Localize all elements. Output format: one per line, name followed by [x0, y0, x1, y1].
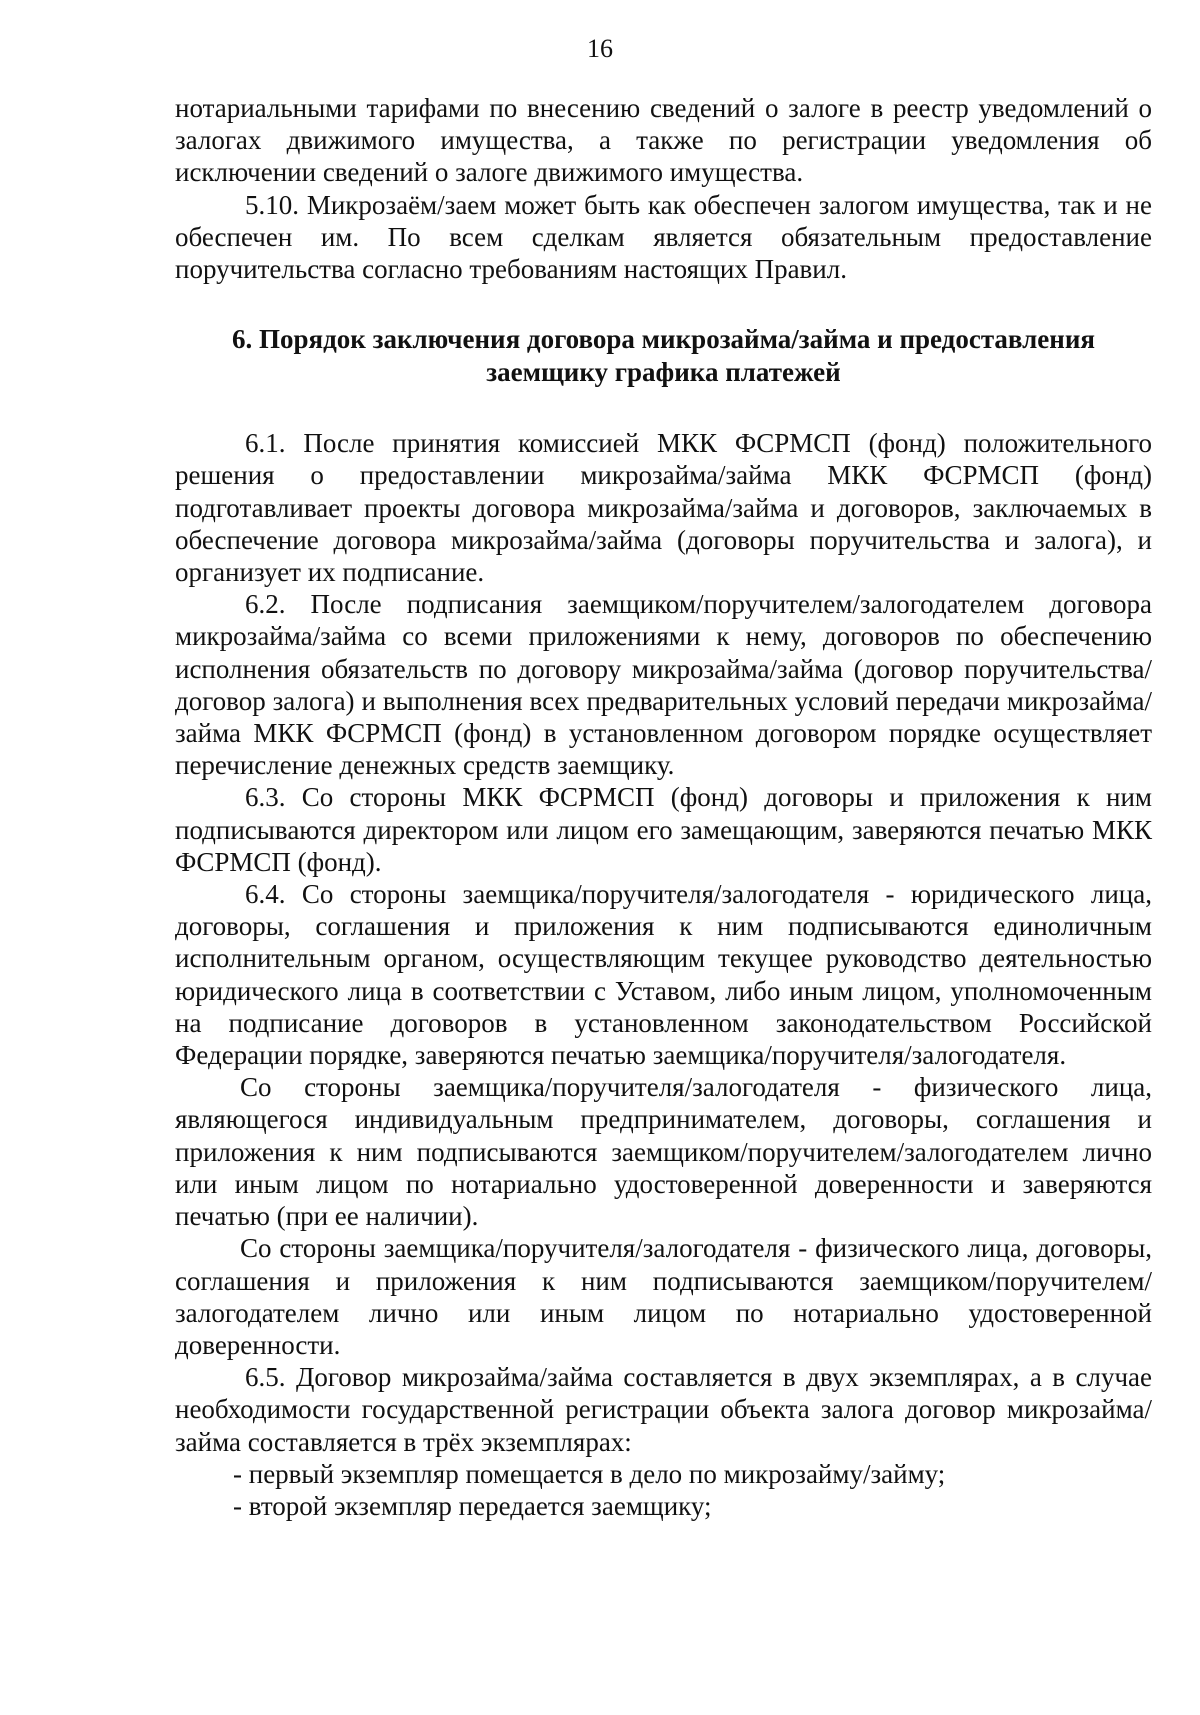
paragraph-5-10: 5.10. Микрозаём/заем может быть как обеспечен залогом имущества, так и не обеспечен им. По всем сделкам является обязательным предоставление поручительства согласно требованиям настоящих Правил.: [175, 189, 1152, 285]
section-heading: 6. Порядок заключения договора микрозайма/займа и предоставления заемщику графика платежей: [232, 324, 1095, 388]
page-number: 16: [587, 34, 613, 63]
document-body: [175, 92, 1152, 1522]
paragraph-6-3: 6.3. Со стороны МКК ФСРМСП (фонд) договоры и приложения к ним подписываются директором или лицом его замещающим, заверяются печатью МКК ФСРМСП (фонд).: [175, 782, 1152, 877]
paragraph-6-5: 6.5. Договор микрозайма/займа составляется в двух экземплярах, а в случае необходимости государственной регистрации объекта залога договор микрозайма/займа составляется в трёх экземплярах:: [175, 1362, 1152, 1457]
list-item: - второй экземпляр передается заемщику;: [233, 1490, 712, 1521]
paragraph-6-4: 6.4. Со стороны заемщика/поручителя/залогодателя - юридического лица, договоры, соглашения и приложения к ним подписываются единоличным исполнительным органом, осуществляющим текущее руководство деятельностью юридического лица в соответствии с Уставом, либо иным лицом, уполномоченным на подписание договоров в установленном законодательством Российской Федерации порядке, заверяются печатью заемщика/поручителя/залогодателя.: [175, 879, 1152, 1071]
list-item: - первый экземпляр помещается в дело по микрозайму/займу;: [233, 1458, 946, 1489]
paragraph-6-4-individual-entrepreneur: Со стороны заемщика/поручителя/залогодателя - физического лица, являющегося индивидуальным предпринимателем, договоры, соглашения и приложения к ним подписываются заемщиком/поручителем/залогодателем лично или иным лицом по нотариально удостоверенной доверенности и заверяются печатью (при ее наличии).: [175, 1072, 1152, 1232]
paragraph-continuation: нотариальными тарифами по внесению сведений о залоге в реестр уведомлений о залогах движимого имущества, а также по регистрации уведомления об исключении сведений о залоге движимого имущества.: [175, 93, 1152, 188]
paragraph-6-1: 6.1. После принятия комиссией МКК ФСРМСП (фонд) положительного решения о предоставлении микрозайма/займа МКК ФСРМСП (фонд) подготавливает проекты договора микрозайма/займа и договоров, заключаемых в обеспечение договора микрозайма/займа (договоры поручительства и залога), и организует их подписание.: [175, 428, 1152, 588]
paragraph-6-2: 6.2. После подписания заемщиком/поручителем/залогодателем договора микрозайма/займа со всеми приложениями к нему, договоров по обеспечению исполнения обязательств по договору микрозайма/займа (договор поручительства/договор залога) и выполнения всех предварительных условий передачи микрозайма/займа МКК ФСРМСП (фонд) в установленном договором порядке осуществляет перечисление денежных средств заемщику.: [175, 589, 1152, 781]
paragraph-6-4-individual: Со стороны заемщика/поручителя/залогодателя - физического лица, договоры, соглашения и приложения к ним подписываются заемщиком/поручителем/залогодателем лично или иным лицом по нотариально удостоверенной доверенности.: [175, 1233, 1152, 1360]
